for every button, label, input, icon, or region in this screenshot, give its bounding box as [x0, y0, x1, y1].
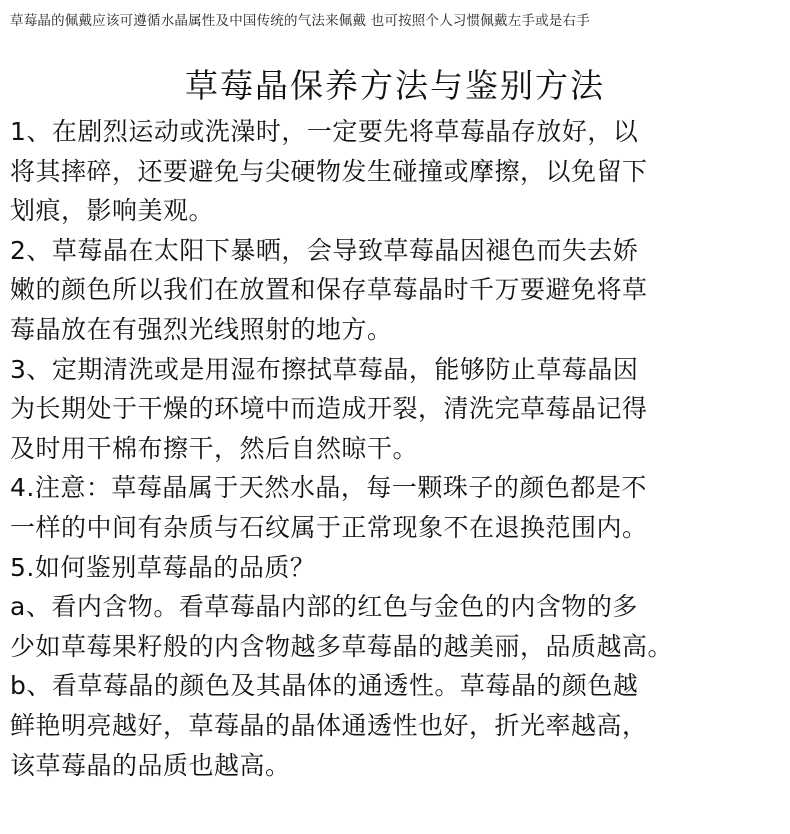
text-line: 5.如何鉴别草莓晶的品质？: [10, 552, 316, 582]
text-line: 该草莓晶的品质也越高。: [10, 750, 291, 780]
text-line: 1、在剧烈运动或洗澡时，一定要先将草莓晶存放好，以: [10, 117, 639, 146]
text-line: 2、草莓晶在太阳下暴晒，会导致草莓晶因褪色而失去娇: [10, 235, 639, 265]
text-line: 少如草莓果籽般的内含物越多草莓晶的越美丽，品质越高。: [10, 631, 674, 661]
text-line: 3、定期清洗或是用湿布擦拭草莓晶，能够防止草莓晶因: [10, 354, 639, 384]
text-line: 嫩的颜色所以我们在放置和保存草莓晶时千万要避免将草: [10, 275, 648, 305]
text-line: a、看内含物。看草莓晶内部的红色与金色的内含物的多: [10, 592, 638, 622]
body-text: [10, 112, 780, 785]
text-line: 4.注意：草莓晶属于天然水晶，每一颗珠子的颜色都是不: [10, 473, 647, 503]
text-line: 为长期处于干燥的环境中而造成开裂，清洗完草莓晶记得: [10, 394, 648, 424]
text-line: 划痕，影响美观。: [10, 196, 215, 226]
top-note: 草莓晶的佩戴应该可遵循水晶属性及中国传统的气法来佩戴 也可按照个人习惯佩戴左手或是右手: [10, 13, 590, 29]
text-line: 一样的中间有杂质与石纹属于正常现象不在退换范围内。: [10, 512, 648, 542]
text-line: 及时用干棉布擦干，然后自然晾干。: [10, 433, 419, 463]
text-line: 鲜艳明亮越好，草莓晶的晶体通透性也好，折光率越高，: [10, 710, 648, 740]
page-title: 草莓晶保养方法与鉴别方法: [185, 66, 605, 105]
text-line: b、看草莓晶的颜色及其晶体的通透性。草莓晶的颜色越: [10, 671, 639, 701]
text-line: 莓晶放在有强烈光线照射的地方。: [10, 314, 393, 344]
text-line: 将其摔碎，还要避免与尖硬物发生碰撞或摩擦，以免留下: [10, 156, 648, 186]
